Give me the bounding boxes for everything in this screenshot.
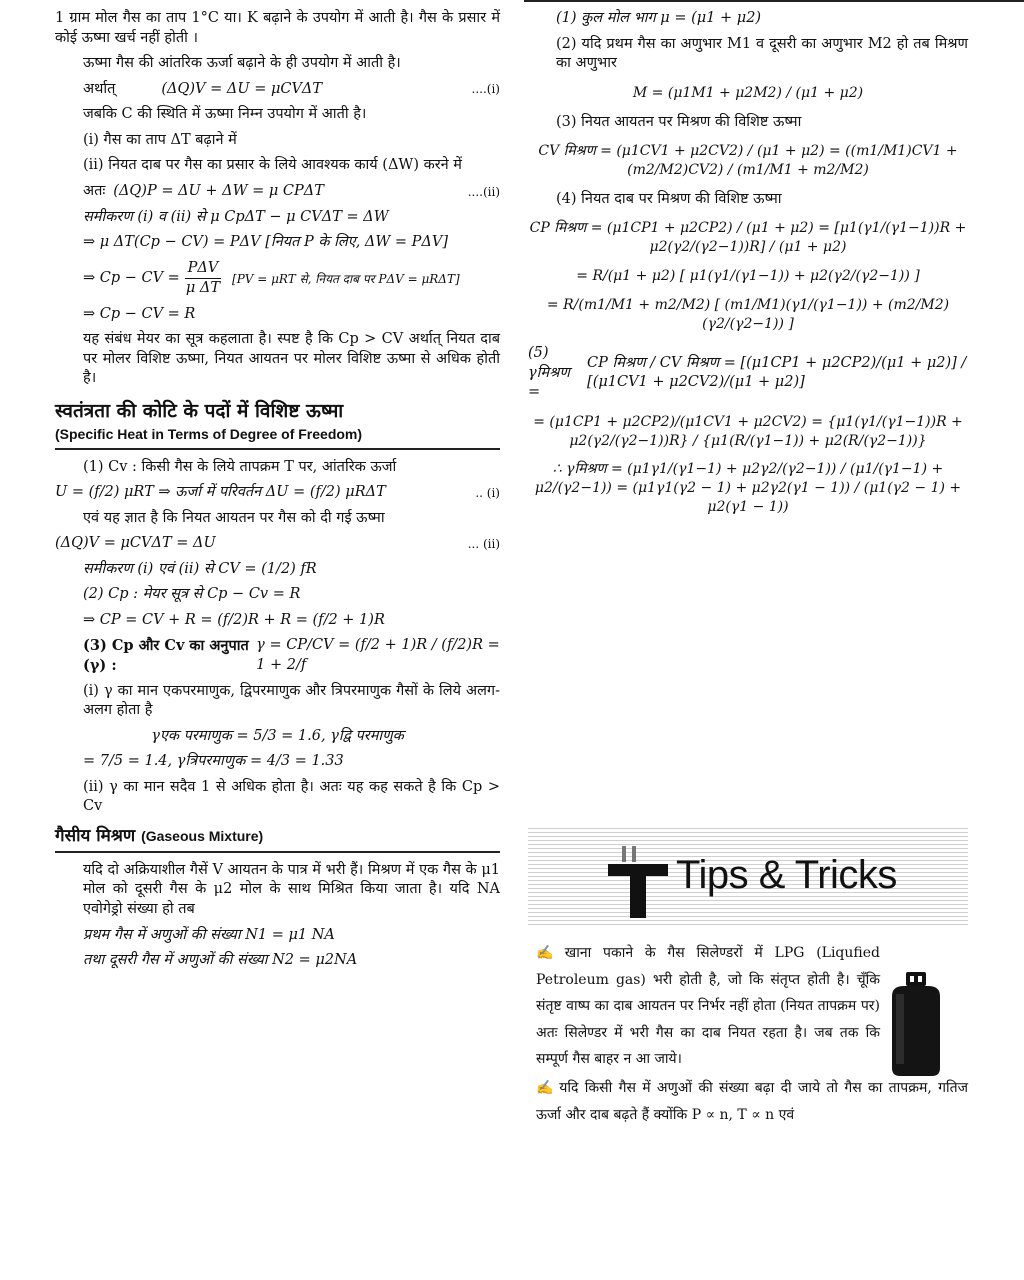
formula: ∴ γमिश्रण = (μ1γ1/(γ1−1) + μ2γ2/(γ2−1)) / (μ1/(γ1−1) + μ2/(γ2−1)) = (μ1γ1(γ2 − 1) + μ2γ2(γ1 − 1)) / (μ1(γ2 − 1) + μ2(γ1 − 1)): [534, 461, 962, 516]
equation: (2) Cp : मेयर सूत्र से Cp − Cv = R: [83, 586, 301, 603]
tips-title: Tips & Tricks: [676, 853, 897, 897]
fraction: [183, 259, 223, 299]
equation: प्रथम गैस में अणुओं की संख्या N1 = μ1 NA: [83, 926, 335, 943]
equation: (ΔQ)P = ΔU + ΔW = μ CPΔT: [113, 182, 324, 199]
equation: ⇒ Cp − CV = R: [83, 305, 196, 322]
equation-row: [55, 534, 500, 554]
equation-tag: ... (ii): [467, 536, 500, 551]
equation-row: [55, 182, 500, 202]
equation-prefix: अर्थात्: [83, 80, 116, 97]
tips-t-logo-icon: [608, 846, 668, 918]
paragraph: यदि दो अक्रियाशील गैसें V आयतन के पात्र में भरी हैं। मिश्रण में एक गैस के μ1 मोल को दूसरी गैस के μ2 मोल के साथ मिश्रित किया जाता है। यदि NA एवोगेड्रो संख्या हो तब: [83, 861, 500, 918]
equation: तथा दूसरी गैस में अणुओं की संख्या N2 = μ2NA: [83, 952, 358, 969]
equation-tag: ....(i): [471, 82, 500, 97]
section-heading-hindi: गैसीय मिश्रण: [55, 825, 136, 846]
equation: (1) कुल मोल भाग μ = (μ1 + μ2): [556, 10, 762, 26]
section-heading-english: (Gaseous Mixture): [141, 827, 264, 844]
equation: (ΔQ)V = μCVΔT = ΔU: [55, 535, 216, 552]
equation: ⇒ CP = CV + R = (f/2)R + R = (f/2 + 1)R: [83, 611, 385, 628]
equation-row: [55, 636, 500, 675]
formula: = R/(m1/M1 + m2/M2) [ (m1/M1)(γ1/(γ1−1)) + (m2/M2)(γ2/(γ2−1)) ]: [546, 297, 950, 333]
equation-lhs: ⇒ Cp − CV =: [83, 269, 180, 286]
top-rule: [524, 0, 1024, 2]
equation-label: (3) Cp और Cv का अनुपात (γ) :: [83, 637, 249, 675]
left-column: [55, 6, 500, 977]
paragraph: (ii) नियत दाब पर गैस का प्रसार के लिये आवश्यक कार्य (ΔW) करने में: [83, 157, 462, 174]
equation-prefix: अतः: [83, 182, 106, 199]
equation-note: [PV = μRT से, नियत दाब पर PΔV = μRΔT]: [232, 271, 460, 286]
equation: समीकरण (i) व (ii) से μ CpΔT − μ CVΔT = ΔW: [83, 208, 389, 225]
equation-tag: .. (i): [475, 485, 500, 500]
paragraph: यह संबंध मेयर का सूत्र कहलाता है। स्पष्ट है कि Cp > CV अर्थात् नियत दाब पर मोलर विशिष्ट ऊष्मा, नियत आयतन पर मोलर विशिष्ट ऊष्मा से अधिक होती है।: [83, 331, 500, 387]
fraction-numerator: PΔV: [185, 259, 222, 280]
paragraph: (4) नियत दाब पर मिश्रण की विशिष्ट ऊष्मा: [556, 190, 782, 207]
pen-icon: ✍: [536, 1079, 556, 1096]
tip-item: [536, 1075, 968, 1128]
paragraph: (3) नियत आयतन पर मिश्रण की विशिष्ट ऊष्मा: [556, 113, 802, 130]
pen-icon: ✍: [536, 945, 561, 961]
paragraph: ऊष्मा गैस की आंतरिक ऊर्जा बढ़ाने के ही उपयोग में आती है।: [83, 55, 401, 72]
equation: U = (f/2) μRT ⇒ ऊर्जा में परिवर्तन ΔU = (f/2) μRΔT: [55, 484, 386, 501]
formula: CP मिश्रण / CV मिश्रण = [(μ1CP1 + μ2CP2)/(μ1 + μ2)] / [(μ1CV1 + μ2CV2)/(μ1 + μ2)]: [587, 354, 967, 391]
equation: = 7/5 = 1.4, γत्रिपरमाणुक = 4/3 = 1.33: [83, 753, 344, 770]
tip-text: यदि किसी गैस में अणुओं की संख्या बढ़ा दी जाये तो गैस का तापक्रम, गतिज ऊर्जा और दाब बढ़ते हैं क्योंकि P ∝ n, T ∝ n एवं: [536, 1079, 968, 1123]
formula: = (μ1CP1 + μ2CP2)/(μ1CV1 + μ2CV2) = {μ1(γ1/(γ1−1))R + μ2(γ2/(γ2−1))R} / {μ1(R/(γ1−1)) + μ2(R/(γ2−1))}: [533, 413, 963, 449]
equation-row: [55, 483, 500, 503]
equation: ⇒ μ ΔT(Cp − CV) = PΔV [नियत P के लिए, ΔW = PΔV]: [83, 234, 449, 251]
formula: M = (μ1M1 + μ2M2) / (μ1 + μ2): [632, 84, 864, 101]
gas-cylinder-icon: [884, 972, 948, 1076]
equation-label: (5) γमिश्रण =: [528, 344, 570, 401]
section-heading: स्वतंत्रता की कोटि के पदों में विशिष्ट ऊष्मा: [55, 400, 344, 422]
tip-text: खाना पकाने के गैस सिलेण्डरों में LPG (Liqufied Petroleum gas) भरी होती है, जो कि संतृप्त होती है। चूँकि संतृष्ट वाष्प का दाब आयतन पर निर्भर नहीं होता (नियत तापक्रम पर) अतः सिलेण्डर में भरी गैस का दाब नियत रहता है। जब तक कि सम्पूर्ण गैस बाहर न आ जाये।: [536, 945, 880, 1068]
paragraph: जबकि C की स्थिति में ऊष्मा निम्न उपयोग में आती है।: [83, 106, 367, 123]
equation-row: [528, 344, 968, 403]
formula: CP मिश्रण = (μ1CP1 + μ2CP2) / (μ1 + μ2) = [μ1(γ1/(γ1−1))R + μ2(γ2/(γ2−1))R] / (μ1 + μ2): [529, 220, 967, 256]
paragraph: (ii) γ का मान सदैव 1 से अधिक होता है। अतः यह कह सकते है कि Cp > Cv: [83, 778, 500, 815]
section-subheading: (Specific Heat in Terms of Degree of Freedom): [55, 425, 500, 450]
formula: CV मिश्रण = (μ1CV1 + μ2CV2) / (μ1 + μ2) = ((m1/M1)CV1 + (m2/M2)CV2) / (m1/M1 + m2/M2): [538, 143, 958, 179]
equation: γएक परमाणुक = 5/3 = 1.6, γद्वि परमाणुक: [151, 727, 404, 744]
paragraph: (1) Cv : किसी गैस के लिये तापक्रम T पर, आंतरिक ऊर्जा: [83, 458, 397, 475]
equation: (ΔQ)V = ΔU = μCVΔT: [161, 80, 323, 97]
paragraph: एवं यह ज्ञात है कि नियत आयतन पर गैस को दी गई ऊष्मा: [83, 509, 385, 526]
equation-tag: ....(ii): [467, 184, 500, 199]
equation-row: [55, 80, 500, 100]
right-column: [528, 6, 968, 527]
paragraph: (2) यदि प्रथम गैस का अणुभार M1 व दूसरी का अणुभार M2 हो तब मिश्रण का अणुभार: [556, 35, 968, 72]
equation: γ = CP/CV = (f/2 + 1)R / (f/2)R = 1 + 2/f: [256, 637, 500, 674]
paragraph: (i) γ का मान एकपरमाणुक, द्विपरमाणुक और त्रिपरमाणुक गैसों के लिये अलग-अलग होता है: [83, 682, 500, 719]
paragraph: (i) गैस का ताप ΔT बढ़ाने में: [83, 131, 237, 148]
section-heading: [55, 825, 500, 853]
equation-row: [55, 259, 500, 299]
fraction-denominator: μ ΔT: [185, 280, 221, 297]
paragraph: 1 ग्राम मोल गैस का ताप 1°C या। K बढ़ाने के उपयोग में आती है। गैस के प्रसार में कोई ऊष्मा खर्च नहीं होती ।: [55, 10, 500, 46]
formula: = R/(μ1 + μ2) [ μ1(γ1/(γ1−1)) + μ2(γ2/(γ2−1)) ]: [576, 268, 920, 285]
equation: समीकरण (i) एवं (ii) से CV = (1/2) fR: [83, 560, 317, 577]
